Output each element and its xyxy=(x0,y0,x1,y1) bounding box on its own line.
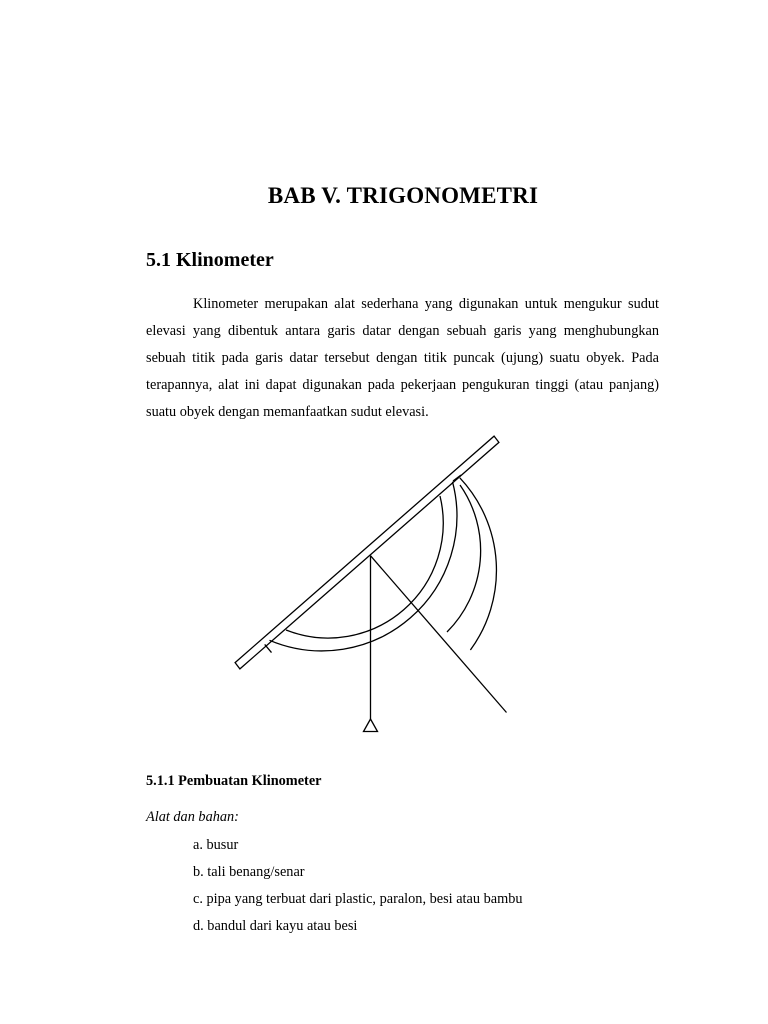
protractor-outer-arc-2 xyxy=(460,478,497,650)
list-item: d. bandul dari kayu atau besi xyxy=(193,918,358,934)
sighting-pipe xyxy=(235,436,499,669)
protractor-inner-arc xyxy=(286,496,443,638)
list-item: a. busur xyxy=(193,837,239,853)
arc-end-tick-left xyxy=(265,644,272,652)
klinometer-figure xyxy=(200,425,540,745)
section-title: 5.1 Klinometer xyxy=(146,249,274,271)
materials-list xyxy=(193,835,523,943)
chapter-title: BAB V. TRIGONOMETRI xyxy=(267,183,539,208)
protractor-inner-arc-2 xyxy=(447,485,481,632)
list-item: c. pipa yang terbuat dari plastic, paralon, besi atau bambu xyxy=(193,891,523,907)
klinometer-diagram xyxy=(200,425,540,745)
protractor-outer-arc xyxy=(270,482,457,651)
subsection-title: 5.1.1 Pembuatan Klinometer xyxy=(146,773,322,789)
intro-paragraph: Klinometer merupakan alat sederhana yang digunakan untuk mengukur sudut elevasi yang dibentuk antara garis datar dengan sebuah garis yang menghubungkan sebuah titik pada garis datar tersebut dengan titik puncak (ujung) suatu obyek. Pada terapannya, alat ini dapat digunakan pada pekerjaan pengukuran tinggi (atau panjang) suatu obyek dengan memanfaatkan sudut elevasi. xyxy=(146,296,659,420)
plumb-bob xyxy=(364,719,378,732)
list-item: b. tali benang/senar xyxy=(193,864,305,880)
sight-line xyxy=(371,556,507,713)
materials-label: Alat dan bahan: xyxy=(146,809,239,825)
